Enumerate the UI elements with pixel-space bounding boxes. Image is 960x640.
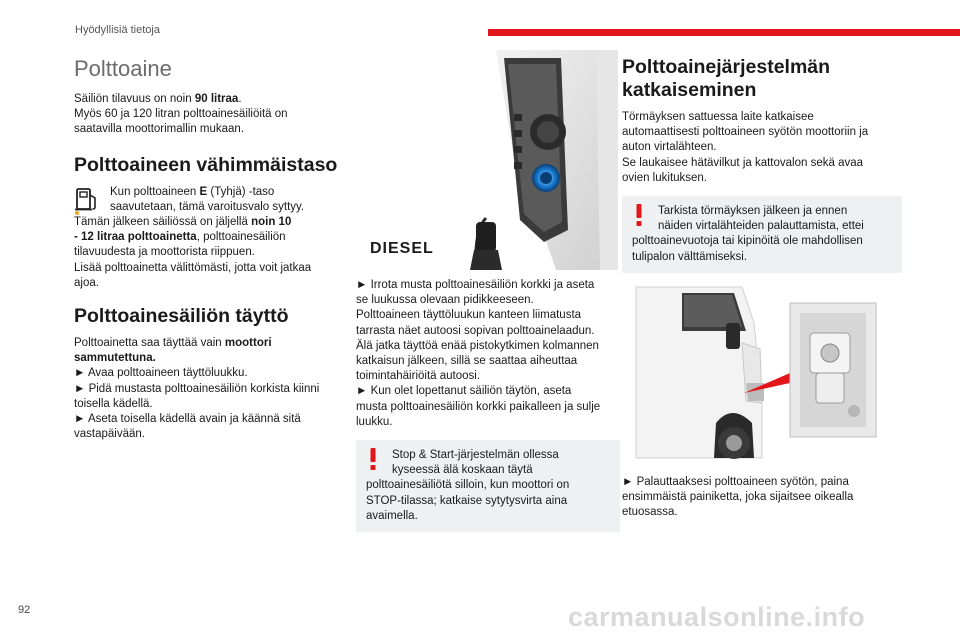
section-label: Hyödyllisiä tietoja [75, 24, 160, 36]
min-level-line-3: Tämän jälkeen säiliössä on jäljellä noin 10 [74, 216, 292, 229]
capacity-line-3: saatavilla moottorimallin mukaan. [74, 123, 245, 136]
note-line-3: polttoainesäiliötä silloin, kun moottori on [366, 479, 570, 492]
van-illustration [622, 283, 884, 463]
min-level-line-7: ajoa. [74, 276, 99, 289]
page-number: 92 [18, 604, 31, 616]
step-close-1: ► Kun olet lopettanut säiliön täytön, aseta [356, 385, 572, 398]
note-line-5: avaimella. [366, 509, 418, 522]
note-line-2: kyseessä älä koskaan täytä [392, 464, 533, 477]
step-remove-cap: ► Irrota musta polttoainesäiliön korkki ja aseta [356, 279, 595, 291]
crash-note-line-4: tulipalon välttämiseksi. [632, 250, 748, 263]
capacity-line-1: Säiliön tilavuus on noin 90 litraa. [74, 93, 242, 105]
step-close-2: musta polttoainesäiliön korkki paikalleen ja sulje [356, 400, 601, 413]
warning-exclamation-icon [368, 448, 378, 470]
crash-check-note [622, 196, 902, 273]
cutoff-line-3: auton virtalähteen. [622, 141, 717, 154]
van-cutoff-switch-image [622, 283, 884, 463]
stop-fill-2: katkaisun jälkeen, sillä se saattaa aiheuttaa [356, 355, 578, 368]
label-info-1: Polttoaineen täyttöluukun kanteen liimatusta [356, 309, 582, 322]
min-level-block [74, 185, 340, 215]
column-right [622, 50, 904, 520]
fill-line-2: sammutettuna. [74, 352, 156, 365]
restore-step-1: ► Palauttaaksesi polttoaineen syötön, paina [622, 475, 849, 488]
fill-step-2-cont: toisella kädellä. [74, 397, 153, 410]
cutoff-line-5: ovien lukituksen. [622, 171, 708, 184]
cutoff-line-4: Se laukaisee hätävilkut ja kattovalon sekä avaa [622, 156, 864, 169]
min-level-line-6: Lisää polttoainetta välittömästi, jotta voit jatkaa [74, 261, 312, 274]
red-top-bar [488, 29, 960, 36]
fuel-pump-icon [72, 185, 102, 215]
min-level-line-1: Kun polttoaineen E (Tyhjä) -taso [110, 185, 275, 198]
cutoff-heading: Polttoainejärjestelmän katkaiseminen [622, 56, 831, 101]
fill-heading: Polttoainesäiliön täyttö [74, 305, 289, 328]
note-line-4: STOP-tilassa; katkaise sytytysvirta aina [366, 494, 568, 507]
stop-fill-1: Älä jatka täyttöä enää pistokytkimen kolmannen [356, 339, 599, 352]
fill-step-3: ► Aseta toisella kädellä avain ja käännä sitä [74, 413, 301, 426]
fill-step-3-cont: vastapäivään. [74, 428, 145, 441]
crash-note-line-2: näiden virtalähteiden palauttamista, ettei [658, 220, 864, 233]
min-level-heading: Polttoaineen vähimmäistaso [74, 153, 338, 176]
stop-fill-3: toimintahäiriöitä autoosi. [356, 370, 481, 383]
page-title: Polttoaine [74, 56, 172, 81]
fuel-flap-illustration [356, 50, 618, 270]
restore-step-2: ensimmäistä painiketta, joka sijaitsee oikealla [622, 491, 854, 504]
min-level-line-5: tilavuudesta ja moottorista riippuen. [74, 246, 255, 259]
warning-exclamation-icon [634, 204, 644, 226]
cutoff-line-1: Törmäyksen sattuessa laite katkaisee [622, 111, 814, 123]
column-left [74, 50, 340, 442]
column-middle [356, 50, 620, 532]
restore-step-3: etuosassa. [622, 506, 678, 519]
min-level-line-2: saavutetaan, tämä varoitusvalo syttyy. [110, 200, 305, 213]
crash-note-line-3: polttoainevuotoja tai kipinöitä ole mahdollisen [632, 235, 863, 248]
diesel-label: DIESEL [370, 240, 434, 257]
fuel-door-diesel-image [356, 50, 618, 270]
watermark: carmanualsonline.info [568, 602, 866, 632]
fill-line-1: Polttoainetta saa täyttää vain moottori [74, 337, 272, 350]
note-line-1: Stop & Start-järjestelmän ollessa [392, 449, 559, 462]
cutoff-line-2: automaattisesti polttoaineen syötön moottoriin ja [622, 126, 869, 139]
label-info-2: tarrasta näet autoosi sopivan polttoainelaadun. [356, 324, 595, 337]
step-close-3: luukku. [356, 415, 393, 428]
min-level-line-4: - 12 litraa polttoainetta, polttoainesäiliön [74, 231, 286, 244]
crash-note-line-1: Tarkista törmäyksen jälkeen ja ennen [658, 205, 848, 218]
fill-step-1: ► Avaa polttoaineen täyttöluukku. [74, 367, 248, 380]
fill-step-2: ► Pidä mustasta polttoainesäiliön korkista kiinni [74, 382, 320, 395]
capacity-line-2: Myös 60 ja 120 litran polttoainesäiliöitä on [74, 108, 288, 121]
step-remove-cap-cont: se luukussa olevaan pidikkeeseen. [356, 294, 534, 307]
stop-start-note [356, 440, 620, 532]
